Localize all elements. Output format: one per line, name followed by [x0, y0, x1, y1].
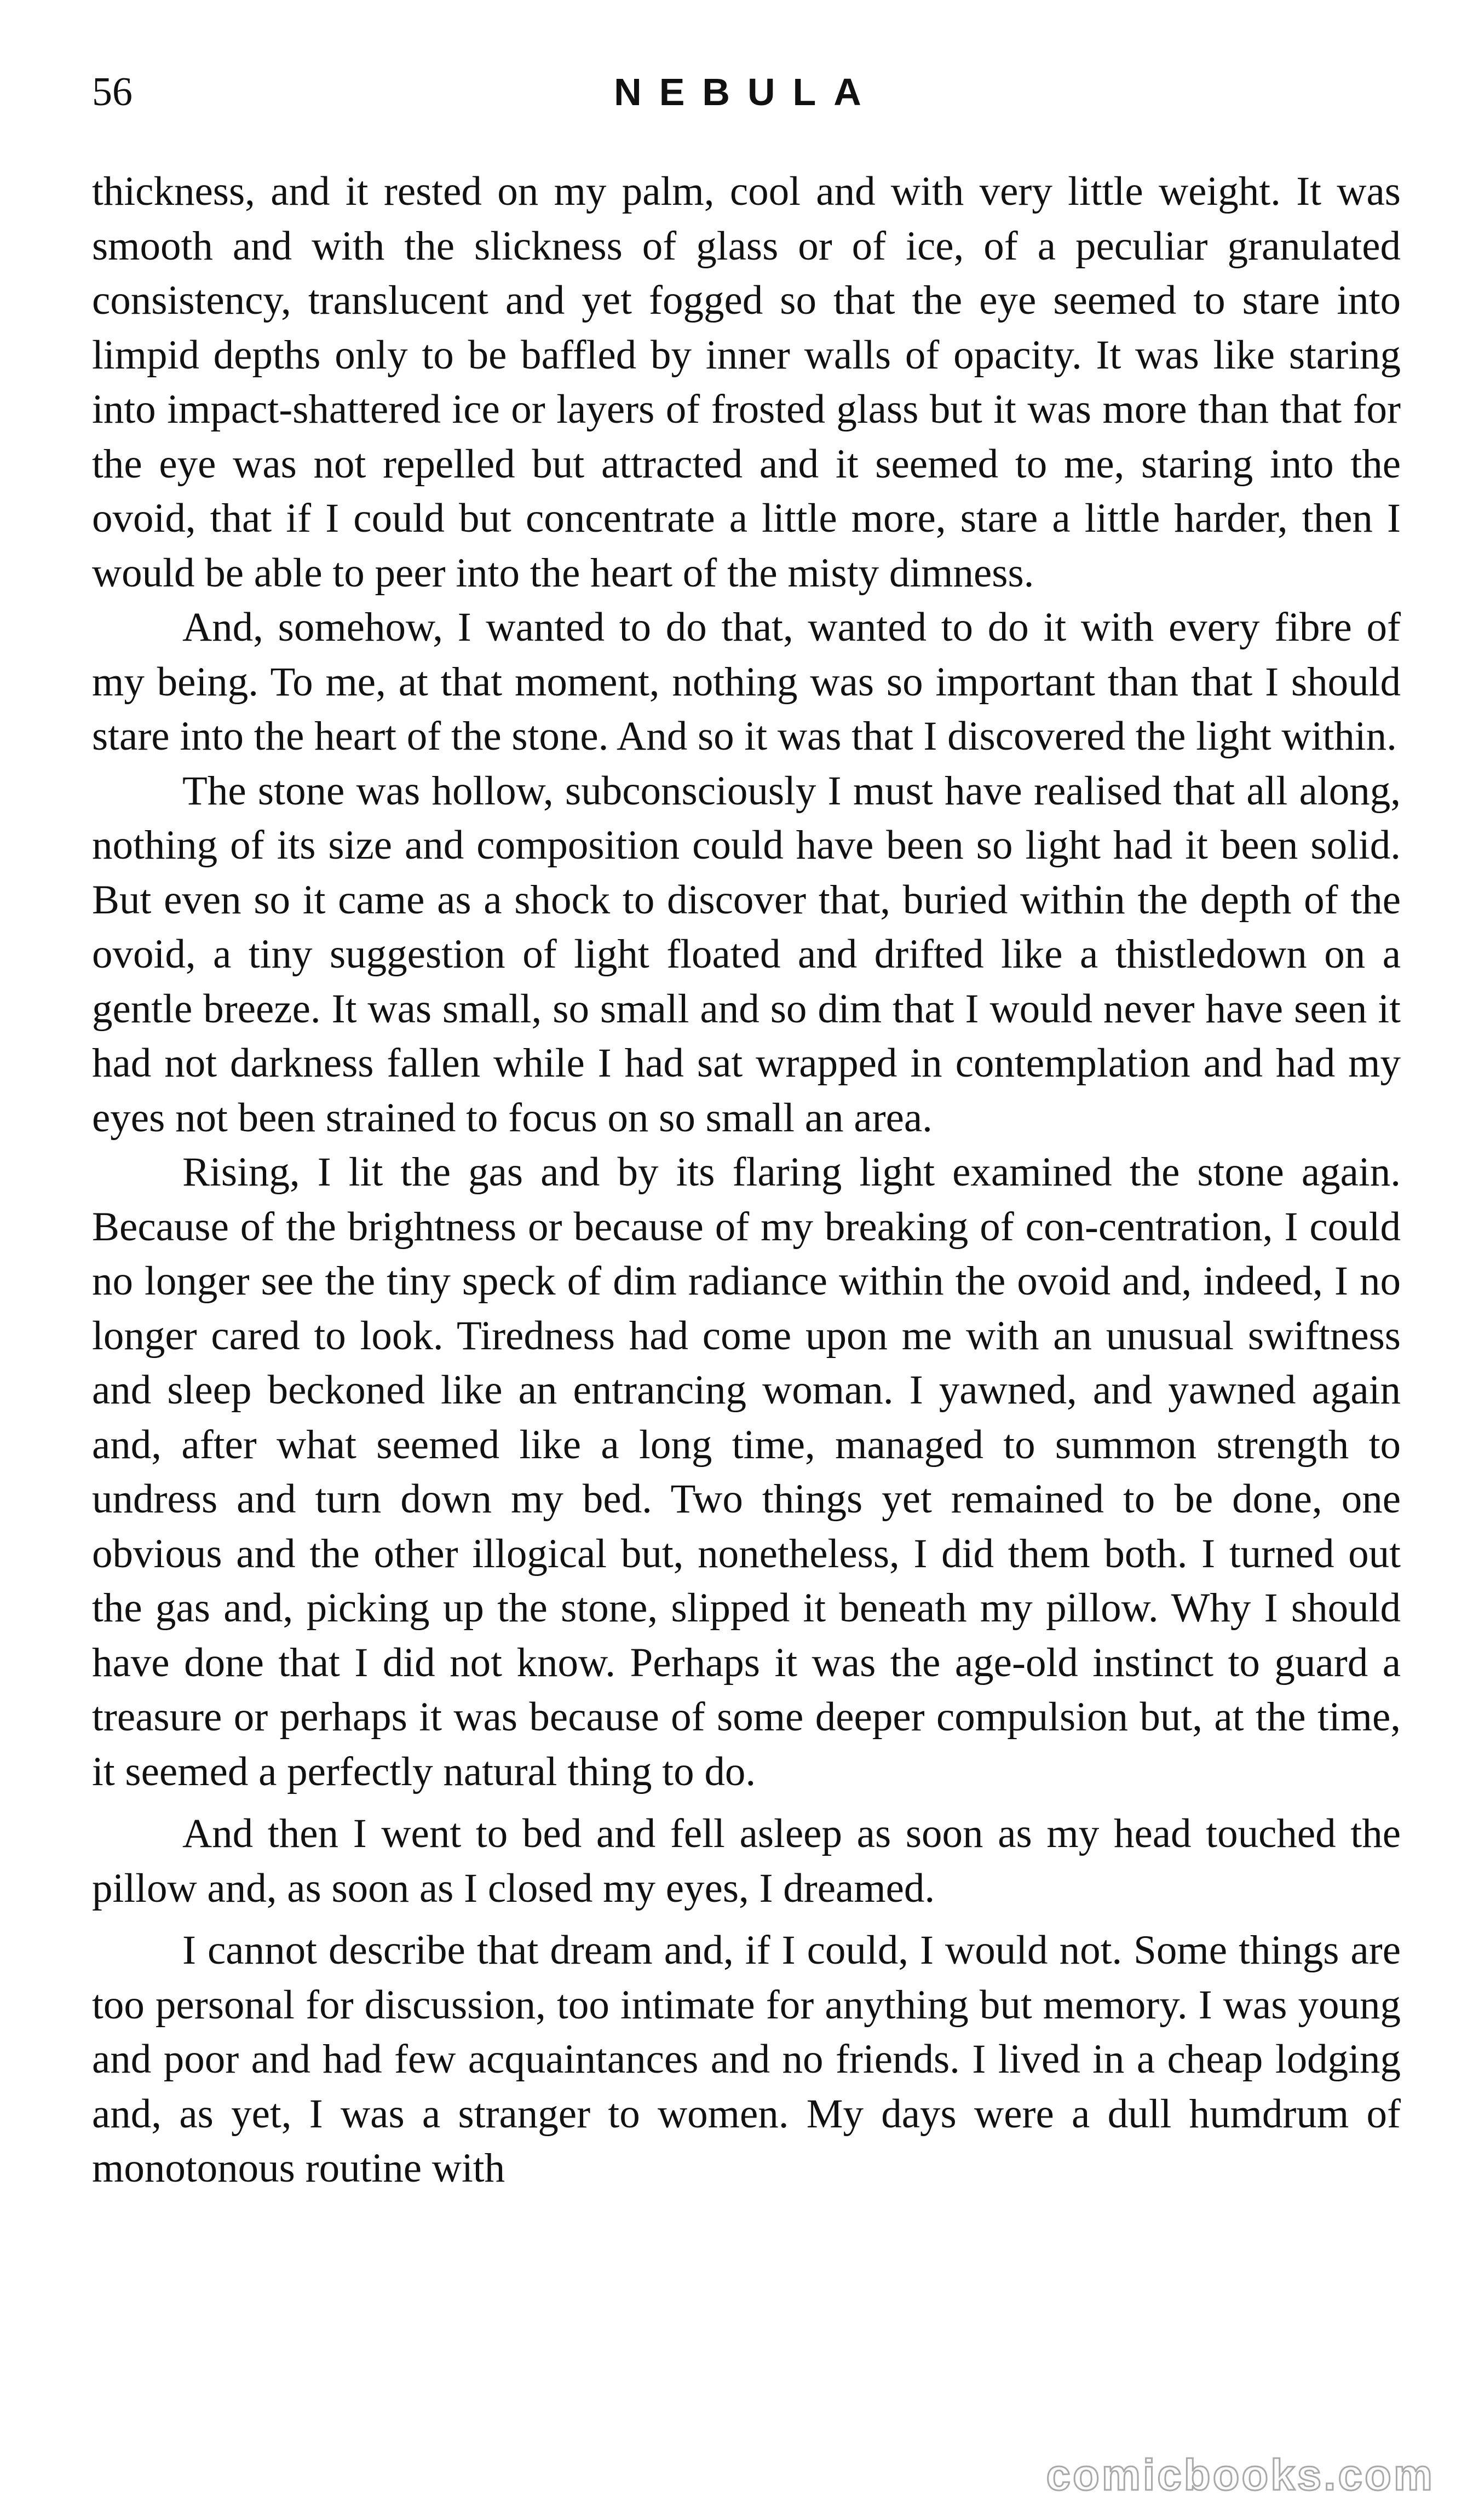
paragraph: thickness, and it rested on my palm, cool and with very little weight. It was smooth and with the slickness of glass or of ice, of a peculiar granulated consistency, translucent and yet fogged so that the eye seemed to stare into limpid depths only to be baffled by inner walls of opacity. It was like staring into impact-shattered ice or layers of frosted glass but it was more than that for the eye was not repelled but attracted and it seemed to me, staring into the ovoid, that if I could but concentrate a little more, stare a little harder, then I would be able to peer into the heart of the misty dimness. — [92, 169, 1401, 596]
page-number: 56 — [92, 70, 133, 114]
paragraph: And then I went to bed and fell asleep as soon as my head touched the pillow and, as soon as I closed my eyes, I dreamed. — [92, 1811, 1401, 1911]
watermark-text: comicbooks.com — [1046, 2450, 1435, 2499]
page-header — [92, 65, 1401, 130]
paragraph: The stone was hollow, subconsciously I must have realised that all along, nothing of its size and composition could have been so light had it been solid. But even so it came as a shock to discover that, buried within the depth of the ovoid, a tiny suggestion of light floated and drifted like a thistledown on a gentle breeze. It was small, so small and so dim that I would never have seen it had not darkness fallen while I had sat wrapped in contemplation and had my eyes not been strained to focus on so small an area. — [92, 768, 1401, 1141]
paragraph: Rising, I lit the gas and by its flaring light examined the stone again. Because of the brightness or because of my breaking of con-centration, I could no longer see the tiny speck of dim radiance within the ovoid and, indeed, I no longer cared to look. Tiredness had come upon me with an unusual swiftness and sleep beckoned like an entrancing woman. I yawned, and yawned again and, after what seemed like a long time, managed to summon strength to undress and turn down my bed. Two things yet remained to be done, one obvious and the other illogical but, nonetheless, I did them both. I turned out the gas and, picking up the stone, slipped it beneath my pillow. Why I should have done that I did not know. Perhaps it was the age-old instinct to guard a treasure or perhaps it was because of some deeper compulsion but, at the time, it seemed a perfectly natural thing to do. — [92, 1149, 1401, 1794]
paragraph: And, somehow, I wanted to do that, wanted to do it with every fibre of my being. To me, at that moment, nothing was so important than that I should stare into the heart of the stone. And so it was that I discovered the light within. — [92, 605, 1401, 759]
paragraph: I cannot describe that dream and, if I could, I would not. Some things are too personal for discussion, too intimate for anything but memory. I was young and poor and had few acquaintances and no friends. I lived in a cheap lodging and, as yet, I was a stranger to women. My days were a dull humdrum of monotonous routine with — [92, 1928, 1401, 2191]
running-title: NEBULA — [614, 71, 879, 113]
body-text — [92, 164, 1401, 2196]
